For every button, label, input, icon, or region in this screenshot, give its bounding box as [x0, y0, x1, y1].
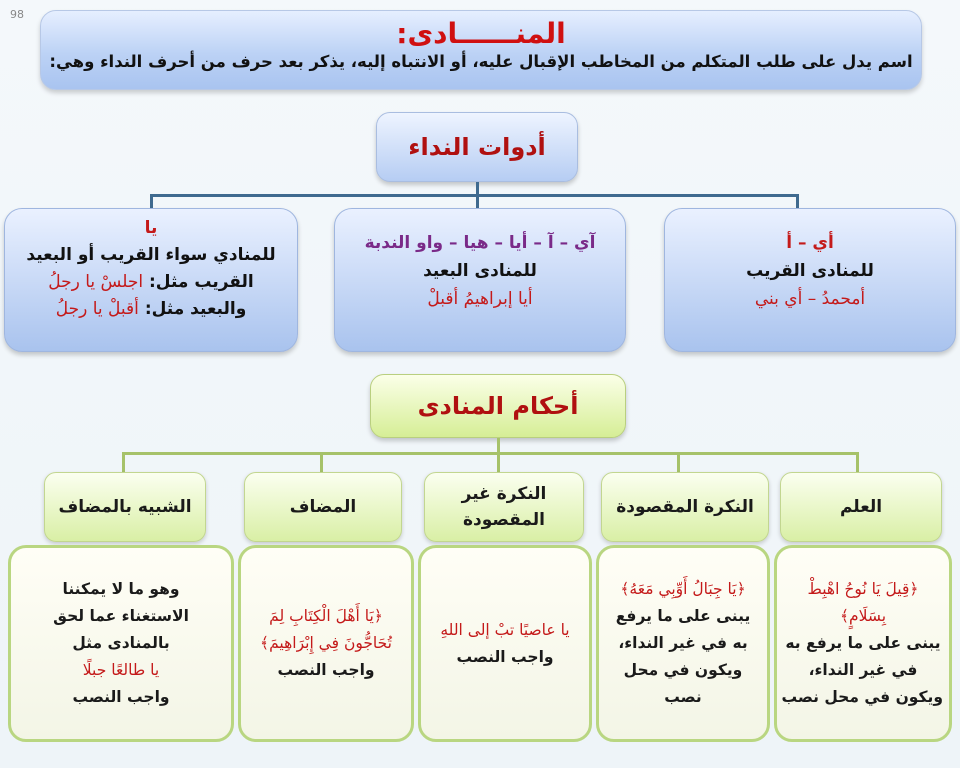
rule-header-quasi-annexed: الشبيه بالمضاف: [44, 472, 206, 542]
rules-connector-1: [856, 452, 859, 473]
tool-far-example: أيا إبراهيمُ أقبلْ: [427, 289, 533, 309]
rule-5-text-line3: بالمنادى مثل: [72, 634, 170, 652]
rule-content-definite-indefinite: [596, 545, 770, 742]
tool-box-both: [4, 208, 298, 352]
rule-2-text-line4: نصب: [664, 688, 702, 706]
tool-box-near: [664, 208, 956, 352]
rule-header-proper-noun: العلم: [780, 472, 942, 542]
tool-far-usage: للمنادى البعيد: [423, 261, 537, 281]
rule-3-text: واجب النصب: [456, 647, 554, 666]
tool-both-near-label: القريب مثل:: [149, 272, 254, 292]
rule-1-quote-line2: بِسَلَامٍ﴾: [839, 607, 887, 625]
rule-content-annexed: [238, 545, 414, 742]
tool-both-far-label: والبعيد مثل:: [144, 299, 247, 319]
rule-5-text-line2: الاستغناء عما لحق: [53, 607, 189, 625]
definition-banner: [40, 10, 922, 90]
rule-content-quasi-annexed: [8, 545, 234, 742]
rules-connector-3: [497, 452, 500, 473]
page-number: 98: [10, 8, 24, 21]
tool-near-example: أمحمدُ – أي بني: [754, 289, 866, 309]
rules-connector-2: [677, 452, 680, 473]
rule-header-definite-indefinite: النكرة المقصودة: [601, 472, 769, 542]
rule-4-quote-line1: ﴿يَا أَهْلَ الْكِتَابِ لِمَ: [269, 607, 383, 625]
tool-far-letters: آي – آ – أيا – هيا – واو الندبة: [364, 233, 596, 253]
rule-header-indefinite-line1: النكرة غير: [461, 484, 547, 504]
rule-5-text-line1: وهو ما لا يمكننا: [62, 580, 180, 598]
rule-1-quote-line1: ﴿قِيلَ يَا نُوحُ اهْبِطْ: [807, 580, 919, 598]
rule-header-indefinite-line2: المقصودة: [463, 510, 546, 530]
rule-2-text-line3: ويكون في محل: [623, 661, 743, 679]
rule-2-quote: ﴿يَا جِبَالُ أَوِّبِي مَعَهُ﴾: [620, 580, 746, 598]
rule-header-annexed: المضاف: [244, 472, 402, 542]
rule-4-quote-line2: تُحَاجُّونَ فِي إِبْرَاهِيمَ﴾: [260, 634, 392, 652]
tool-both-usage: للمنادي سواء القريب أو البعيد: [26, 245, 276, 265]
tools-header: أدوات النداء: [376, 112, 578, 182]
rule-5-example: يا طالعًا جبلًا: [82, 661, 160, 679]
rules-connector-5: [122, 452, 125, 473]
rule-2-text-line1: يبنى على ما يرفع: [615, 607, 751, 625]
rule-content-indefinite: [418, 545, 592, 742]
tool-box-far: [334, 208, 626, 352]
rule-2-text-line2: به في غير النداء،: [618, 634, 748, 652]
rule-3-example: يا عاصيًا تبْ إلى اللهِ: [440, 620, 570, 639]
definition-title: المنــــــادى:: [396, 17, 566, 50]
tool-near-usage: للمنادى القريب: [746, 261, 874, 281]
rule-header-indefinite: [424, 472, 584, 542]
tool-both-near-example: اجلسْ يا رجلُ: [48, 272, 144, 292]
rules-header: أحكام المنادى: [370, 374, 626, 438]
rule-1-text-line2: في غير النداء،: [808, 661, 918, 679]
rule-1-text-line3: ويكون في محل نصب: [781, 688, 943, 706]
rule-4-text: واجب النصب: [277, 661, 375, 679]
rule-5-text-line4: واجب النصب: [72, 688, 170, 706]
definition-text: اسم يدل على طلب المتكلم من المخاطب الإقبال عليه، أو الانتباه إليه، يذكر بعد حرف من أحرف النداء وهي:: [49, 52, 913, 71]
tool-both-letters: يا: [144, 218, 158, 238]
rule-content-proper-noun: [774, 545, 952, 742]
tool-near-letters: أي – أ: [786, 233, 834, 253]
tool-both-far-example: أقبلْ يا رجلُ: [55, 299, 139, 319]
rule-1-text-line1: يبنى على ما يرفع به: [785, 634, 941, 652]
tools-connector-horizontal: [150, 194, 798, 197]
rules-connector-horizontal: [122, 452, 859, 455]
rules-connector-4: [320, 452, 323, 473]
